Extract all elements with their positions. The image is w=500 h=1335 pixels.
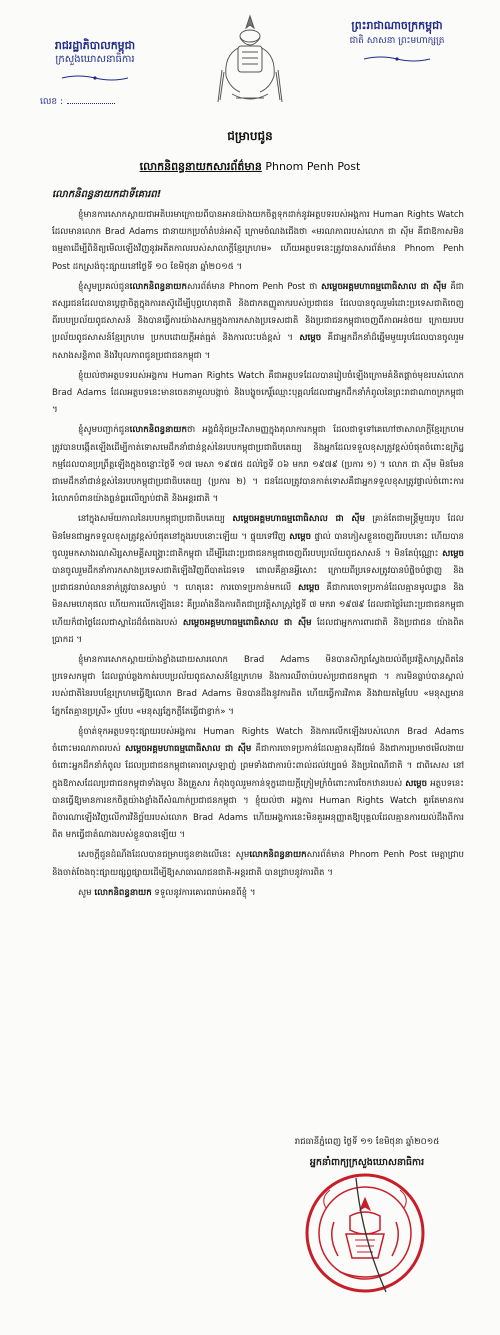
paragraph: សេចក្តីជូនដំណឹងដែលបានជម្រាបជូនខាងលើនេះ សូមលោកនិពន្ធនាយកសារព័ត៌មាន Phnom Penh Post មេត្តាជ្រាប និងចាត់ចែងចុះផ្សាយផ្សព្វផ្សាយដើម្បីឱ្យសាធារណជនជាតិ-អន្តរជាតិ បានជ្រាបនូវការពិត ។ [52, 850, 464, 878]
place-and-date: រាជធានីភ្នំពេញ ថ្ងៃទី ១១ ខែមិថុនា ឆ្នាំ២០១៥ [294, 1137, 440, 1147]
recipient-line [0, 160, 500, 176]
emphasized-term: លោកនិពន្ធនាយក [94, 887, 152, 898]
recipient-publication: Phnom Penh Post [265, 160, 361, 173]
letter-body [52, 207, 464, 905]
paragraph: ខ្ញុំសូមបញ្ជាក់ជូនលោកនិពន្ធនាយកថា អង្គជំនុំជម្រះវិសាមញ្ញក្នុងតុលាការកម្ពុជា ដែលជាទូទៅគេហៅថាសាលាក្តីខ្មែរក្រហម ត្រូវបានបង្កើតឡើងដើម្បីកាត់ទោសមេដឹកនាំជាន់ខ្ពស់នៃរបបកម្ពុជាប្រជាធិបតេយ្យ និងអ្នកដែលទទួលខុសត្រូវខ្ពស់បំផុតចំពោះឧក្រិដ្ឋកម្មដែលបានប្រព្រឹត្តឡើងក្នុងចន្លោះថ្ងៃទី ១៧ មេសា ១៩៧៥ ដល់ថ្ងៃទី ០៦ មករា ១៩៧៩ (ប្រការ ១) ។ លោក ជា ស៊ីម មិនមែនជាមេដឹកនាំជាន់ខ្ពស់នៃរបបកម្ពុជាប្រជាធិបតេយ្យ (ប្រការ ២) ។ ជនដែលត្រូវបានកាត់ទោសគឺជាអ្នកទទួលខុសត្រូវផ្ទាល់ចំពោះការរំលោភបំពានយ៉ាងធ្ងន់ធ្ងរលើច្បាប់ជាតិ និងអន្តរជាតិ ។ [52, 425, 464, 505]
ministry-header [40, 38, 150, 108]
paragraph: ខ្ញុំចាត់ទុកអត្ថបទចុះផ្សាយរបស់អង្គការ Human Rights Watch និងការលើកឡើងរបស់លោក Brad Adams ចំពោះមរណភាពរបស់ សម្តេចអគ្គមហាធម្មពោធិសាល ជា ស៊ីម គឺជាការចោទប្រកាន់ដែលគ្មានសុជីវធម៌ និងជាការប្រមាថមើលងាយចំពោះអ្នកដឹកនាំកំពូល ដែលប្រជាជនកម្ពុជាគោរពស្រឡាញ់ ព្រមទាំងជាការប៉ះពាល់ដល់វប្បធម៌ និងប្រពៃណីជាតិ ។ ជាពិសេស នៅក្នុងឱកាសដែលប្រជាជនកម្ពុជាទាំងមូល និងគ្រួសារ កំពុងចូលរួមកាន់ទុក្ខដោយក្តីក្រៀមក្រំចំពោះការចែកឋានរបស់ សម្តេច អត្ថបទនេះបានធ្វើឱ្យមានការខកចិត្តយ៉ាងខ្លាំងពីសំណាក់ប្រជាជនកម្ពុជា ។ ខ្ញុំយល់ថា អង្គការ Human Rights Watch គួរតែមានការពិចារណាឡើងវិញលើការវិនិច្ឆ័យរបស់លោក Brad Adams ហើយអង្គការនេះមិនគួរអនុញ្ញាតឱ្យបុគ្គលដែលគ្មានការយល់ដឹងពីការពិត មកធ្វើជាតំណាងរបស់ខ្លួនបានឡើយ ។ [52, 726, 464, 841]
emphasized-term: លោកនិពន្ធនាយក [129, 425, 187, 436]
emphasized-term: សម្តេចអគ្គមហាធម្មពោធិសាល ជា ស៊ីម [321, 281, 447, 292]
ornament-icon [362, 55, 432, 63]
letter-heading: ជម្រាបជូន [227, 129, 273, 143]
emphasized-term: សម្តេចអគ្គមហាធម្មពោធិសាល ជា ស៊ីម [125, 744, 252, 755]
ministry-seal-icon [300, 1168, 430, 1298]
emphasized-term: សម្តេច [299, 333, 322, 344]
paragraph: ខ្ញុំយល់ថាអត្ថបទរបស់អង្គការ Human Rights Watch គឺជាអត្ថបទដែលបានរៀបចំឡើងក្រោមគំនិតផ្តាច់មុខរបស់លោក Brad Adams ដែលអត្ថបទនេះមានចេតនាមួលបង្កាច់ និងបង្ខូចកេរ្តិ៍ឈ្មោះបុគ្គលដែលជាអ្នកដឹកនាំកំពូលនៃព្រះរាជាណាចក្រកម្ពុជា ។ [52, 370, 464, 416]
recipient-title: លោកនិពន្ធនាយកសារព័ត៌មាន [139, 160, 262, 173]
government-name: រាជរដ្ឋាភិបាលកម្ពុជា [54, 39, 136, 52]
emphasized-term: សម្តេច [289, 531, 312, 542]
emphasized-term: លោកនិពន្ធនាយក [129, 281, 187, 292]
salutation: លោកនិពន្ធនាយកជាទីគោរព! [52, 189, 162, 200]
emphasized-term: សម្តេចអគ្គមហាធម្មពោធិសាល ជា ស៊ីម [232, 514, 365, 525]
signer-title: អ្នកនាំពាក្យក្រសួងឃោសនាធិការ [309, 1157, 425, 1168]
paragraph: នៅក្នុងសម័យកាលនៃរបបកម្ពុជាប្រជាធិបតេយ្យ សម្តេចអគ្គមហាធម្មពោធិសាល ជា ស៊ីម គ្រាន់តែជាមន្ត្រីមួយរូប ដែលមិនមែនជាអ្នកទទួលខុសត្រូវខ្ពស់បំផុតនៅក្នុងរបបនោះឡើយ ។ ផ្ទុយទៅវិញ សម្តេច ផ្ទាល់ បានភៀសខ្លួនចេញពីរបបនោះ ហើយបានចូលរួមកសាងរណសិរ្សសាមគ្គីសង្គ្រោះជាតិកម្ពុជា ដើម្បីរំដោះប្រជាជនកម្ពុជាចេញពីរបបប្រល័យពូជសាសន៍ ។ មិនតែប៉ុណ្ណោះ សម្តេច បានចូលរួមដឹកនាំការកសាងប្រទេសជាតិឡើងវិញពីបាតដៃទទេ ពោលគឺគ្មានអ្វីសោះ ក្រោយពីប្រទេសត្រូវបានបំផ្លិចបំផ្លាញ និងប្រជាជនរាប់លាននាក់ត្រូវបានសម្លាប់ ។ ហេតុនេះ ការចោទប្រកាន់មកលើ សម្តេច គឺជាការចោទប្រកាន់ដែលគ្មានមូលដ្ឋាន និងមិនសមហេតុផល ហើយការលើកឡើងនេះ គឺប្រឆាំងនឹងការពិតជាប្រវត្តិសាស្ត្រថ្ងៃទី ៧ មករា ១៩៧៩ ដែលជាថ្ងៃរំដោះប្រជាជនកម្ពុជា ហើយក៏ជាថ្ងៃដែលជាស្នាដៃដ៏ធំធេងរបស់ សម្តេចអគ្គមហាធម្មពោធិសាល ជា ស៊ីម ដែលជាអ្នកការពារជាតិ និងប្រជាជន យ៉ាងពិតប្រាកដ ។ [52, 514, 465, 645]
ornament-icon [60, 74, 130, 82]
emphasized-term: សម្តេច [442, 548, 464, 559]
kingdom-header [322, 18, 472, 67]
emphasized-term: សម្តេច [297, 583, 320, 594]
paragraph: សូម លោកនិពន្ធនាយក ទទួលនូវការគោរពរាប់អានពីខ្ញុំ ។ [78, 887, 256, 898]
royal-emblem-icon [210, 12, 290, 107]
paragraph: ខ្ញុំសូមប្រគល់ជូនលោកនិពន្ធនាយកសារព័ត៌មាន Phnom Penh Post ថា សម្តេចអគ្គមហាធម្មពោធិសាល ជា ស៊ីម គឺជាឥស្សរជនដែលបានប្តេជ្ញាចិត្តក្នុងការតស៊ូដើម្បីបុព្វហេតុជាតិ និងជាកតញ្ញូតាករបស់ប្រជាជន ដែលបានចូលរួមរំដោះប្រទេសជាតិចេញពីរបបប្រល័យពូជសាសន៍ និងបានធ្វើការយ៉ាងសកម្មក្នុងការកសាងប្រទេសជាតិ និងប្រជាជនកម្ពុជាចេញពីភាពអន់ថយ ក្រោយរបបប្រល័យពូជសាសន៍ខ្មែរក្រហម ប្រកបដោយក្តីអត់ធ្មត់ និងការលះបង់ខ្ពស់ ។ សម្តេច គឺជាអ្នកដឹកនាំដ៏ឆ្នើមមួយរូបដែលបានចូលរួមកសាងសន្តិភាព និងវិបុលភាពជូនប្រជាជនកម្ពុជា ។ [52, 281, 464, 361]
paragraph: ខ្ញុំមានការសោកស្តាយយ៉ាងខ្លាំងដោយសារលោក Brad Adams មិនបានសិក្សាស្វែងយល់ពីប្រវត្តិសាស្ត្រពិតនៃប្រទេសកម្ពុជា ដែលធ្លាប់ឆ្លងកាត់របបប្រល័យពូជសាសន៍ខ្មែរក្រហម និងការឈឺចាប់របស់ប្រជាជនកម្ពុជា ។ ការមិនធ្លាប់បានស្គាល់របស់ជាតិនៃរបបខ្មែរក្រហមធ្វើឱ្យលោក Brad Adams មិនបានដឹងនូវការពិត ហើយធ្វើការវិភាគ និងវាយតម្លៃបែប «មនុស្សមានភ្នែកតែគ្មានប្រស្រី» ឬបែប «មនុស្សភ្នែកភ្លឺតែធ្វើជាខ្វាក់» ។ [52, 655, 464, 717]
emphasized-term: សម្តេច [405, 778, 428, 789]
ministry-name: ក្រសួងឃោសនាធិការ [55, 54, 135, 65]
paragraph: ខ្ញុំមានការសោកស្តាយជាអតិបរមាក្រោយពីបានអានយ៉ាងយកចិត្តទុកដាក់នូវអត្ថបទរបស់អង្គការ Human Rights Watch ដែលមានលោក Brad Adams ជានាយកប្រចាំតំបន់អាស៊ី ក្រោមចំណងជើងថា «មរណភាពរបស់លោក ជា ស៊ីម គឺជាឱកាសមិនធម្មតាដើម្បីពិនិត្យមើលឡើងវិញនូវអតីតកាលរបស់សាលាក្តីខ្មែរក្រហម» ហើយអត្ថបទនេះត្រូវបានសារព័ត៌មាន Phnom Penh Post ដកស្រង់ចុះផ្សាយនៅថ្ងៃទី ១០ ខែមិថុនា ឆ្នាំ២០១៥ ។ [52, 210, 464, 272]
emphasized-term: លោកនិពន្ធនាយក [249, 850, 307, 861]
reference-number: លេខ : [40, 96, 150, 108]
national-motto: ជាតិ សាសនា ព្រះមហាក្សត្រ [349, 36, 445, 46]
emphasized-term: សម្តេចអគ្គមហាធម្មពោធិសាល ជា ស៊ីម [182, 617, 312, 628]
kingdom-name: ព្រះរាជាណាចក្រកម្ពុជា [351, 19, 443, 32]
